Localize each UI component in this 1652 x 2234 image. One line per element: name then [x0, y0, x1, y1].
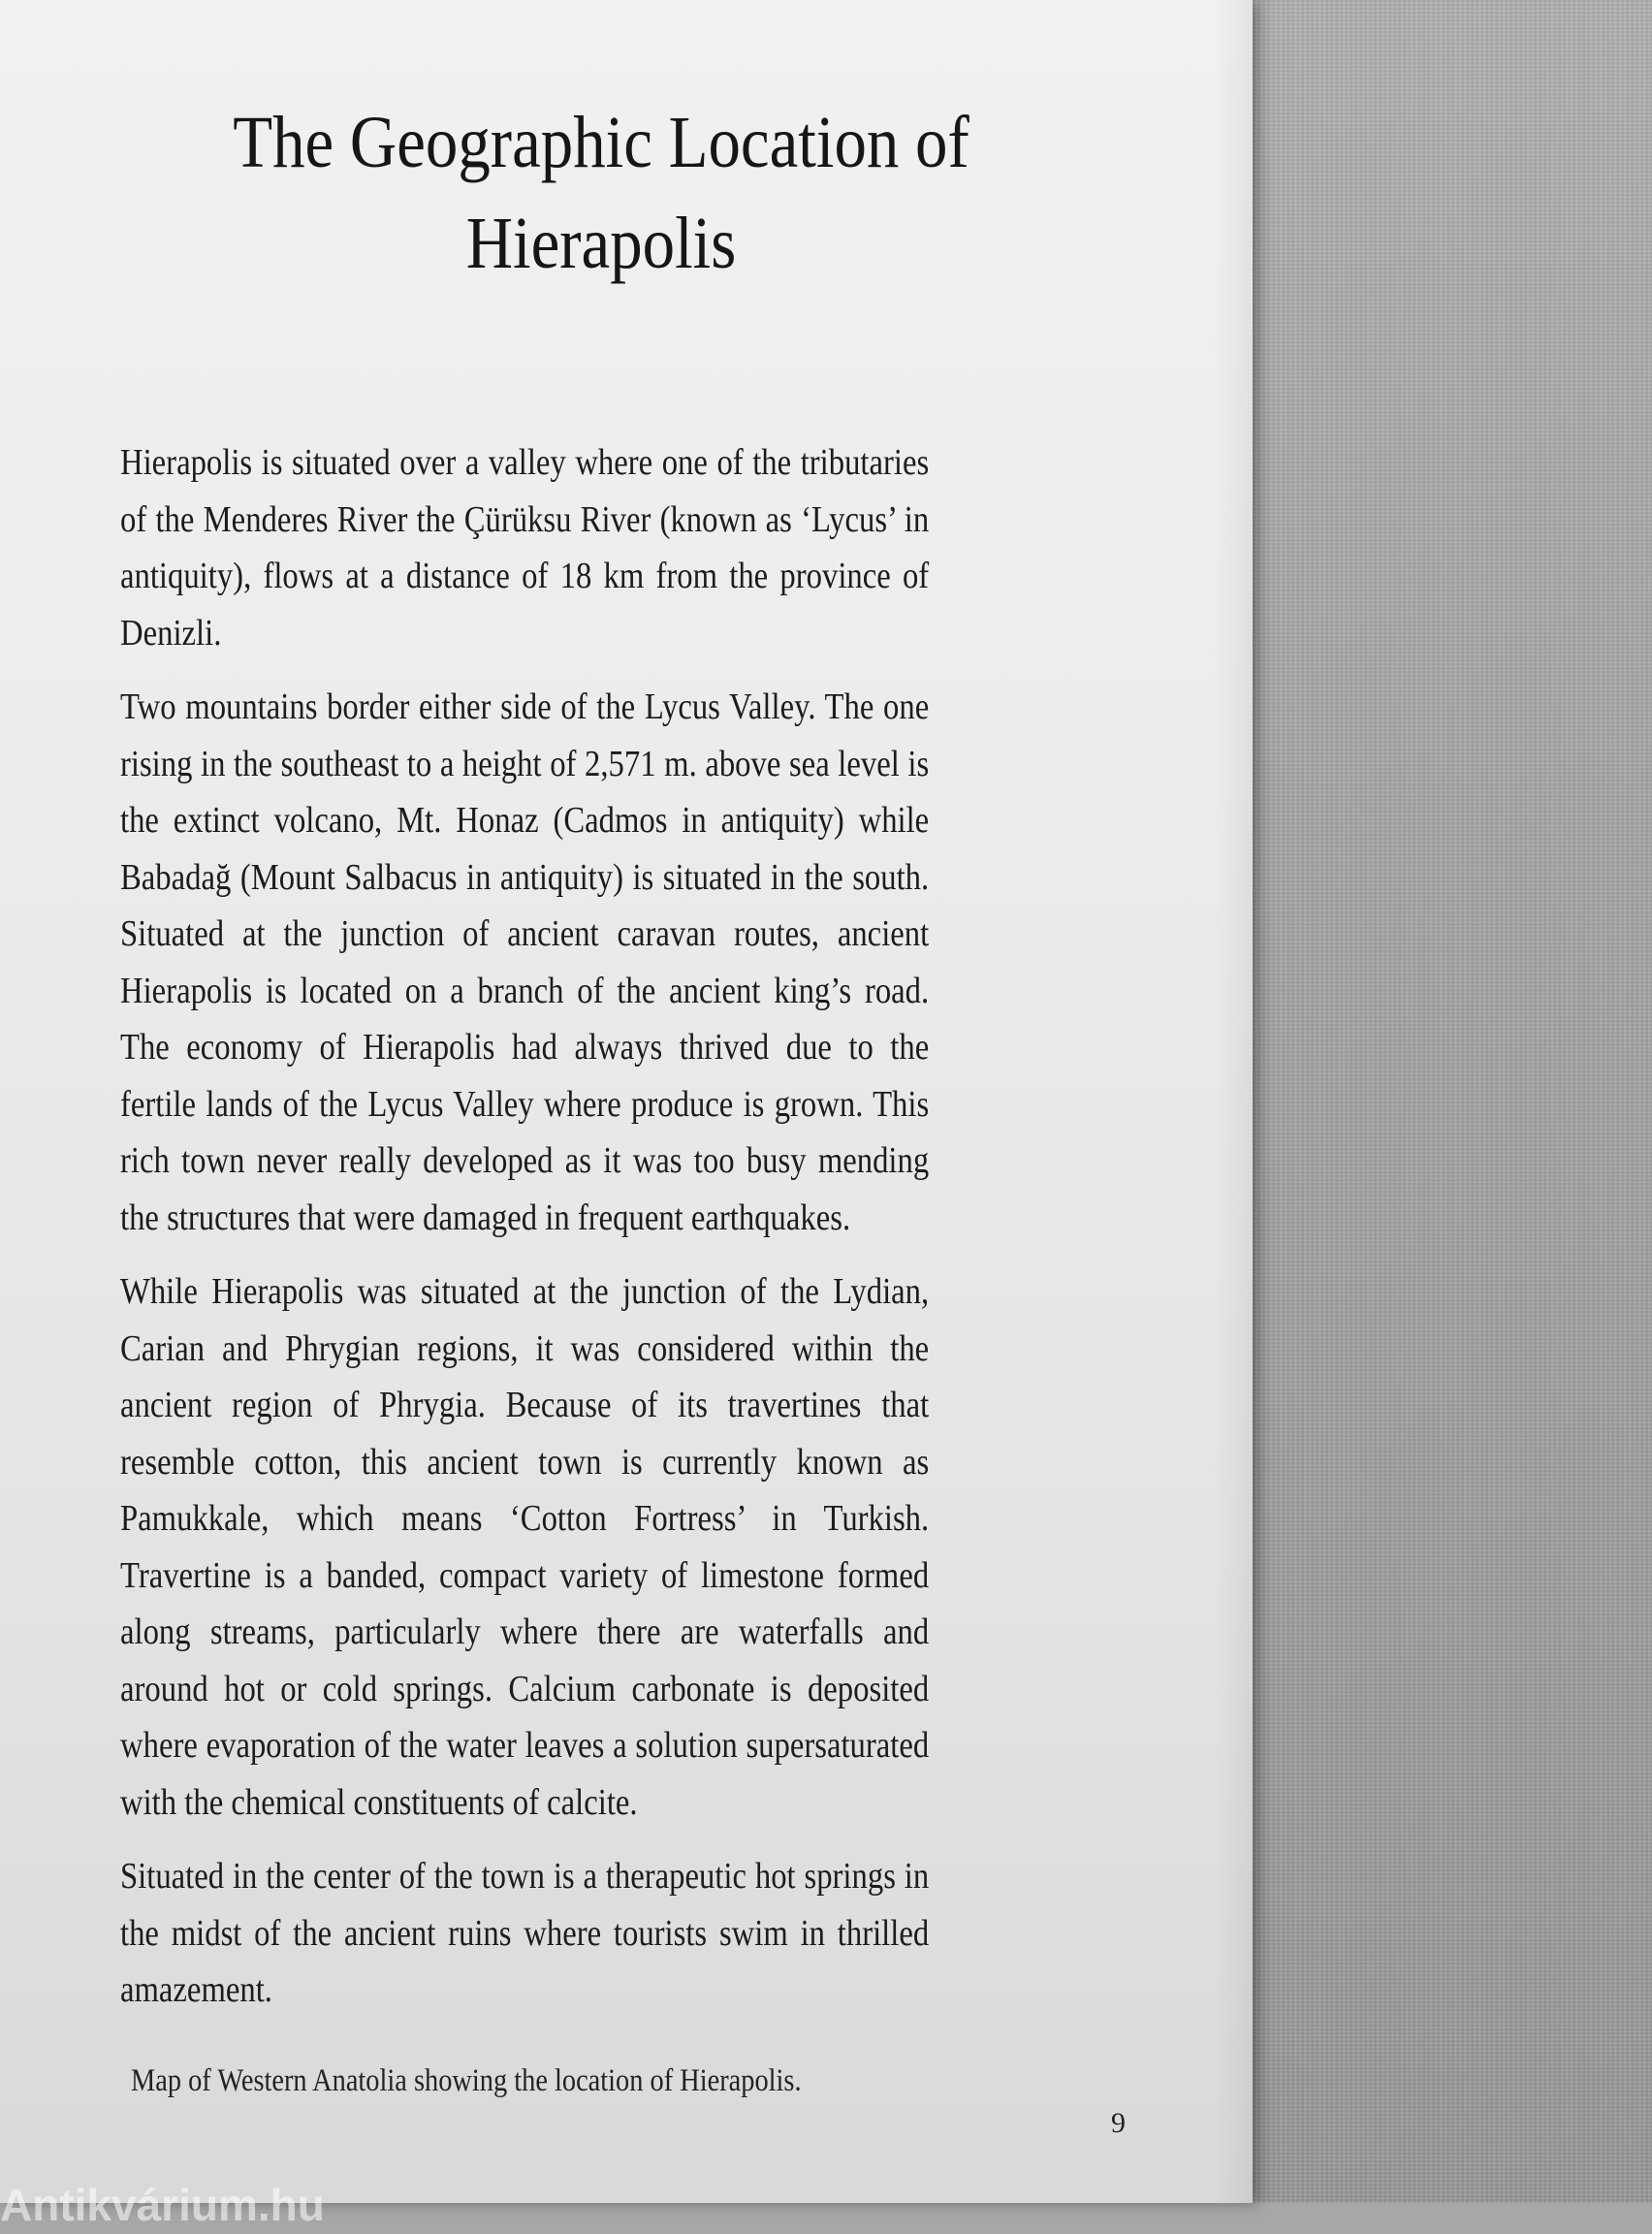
- paragraph: While Hierapolis was situated at the junction of the Lydian, Carian and Phrygian regions, it was considered within the ancient region of Phrygia. Because of its travertines that resemble cotton, this ancient town is currently known as Pamukkale, which means ‘Cotton Fortress’ in Turkish. Travertine is a banded, compact variety of limestone formed along streams, particularly where there are waterfalls and around hot or cold springs. Calcium carbonate is deposited where evaporation of the water leaves a solution supersaturated with the chemical constituents of calcite.: [120, 1271, 930, 1823]
- paragraph: Situated in the center of the town is a therapeutic hot springs in the midst of the ancient ruins where tourists swim in thrilled amazement.: [120, 1856, 930, 2010]
- body-text: [120, 434, 929, 2036]
- page-number: 9: [1111, 2107, 1126, 2139]
- watermark: Antikvárium.hu: [0, 2180, 325, 2230]
- background-surface: [1251, 0, 1652, 2203]
- paragraph: Two mountains border either side of the Lycus Valley. The one rising in the southeast to a height of 2,571 m. above sea level is the extinct volcano, Mt. Honaz (Cadmos in antiquity) while Babadağ (Mount Salbacus in antiquity) is situated in the south. Situated at the junction of ancient caravan routes, ancient Hierapolis is located on a branch of the ancient king’s road. The economy of Hierapolis had always thrived due to the fertile lands of the Lycus Valley where produce is grown. This rich town never really developed as it was too busy mending the structures that were damaged in frequent earthquakes.: [120, 686, 930, 1238]
- page-title: The Geographic Location of Hierapolis: [233, 102, 969, 284]
- map-caption: Map of Western Anatolia showing the location of Hierapolis.: [131, 2063, 802, 2098]
- paragraph: Hierapolis is situated over a valley where one of the tributaries of the Menderes River the Çürüksu River (known as ‘Lycus’ in antiquity), flows at a distance of 18 km from the province of Denizli.: [120, 442, 930, 654]
